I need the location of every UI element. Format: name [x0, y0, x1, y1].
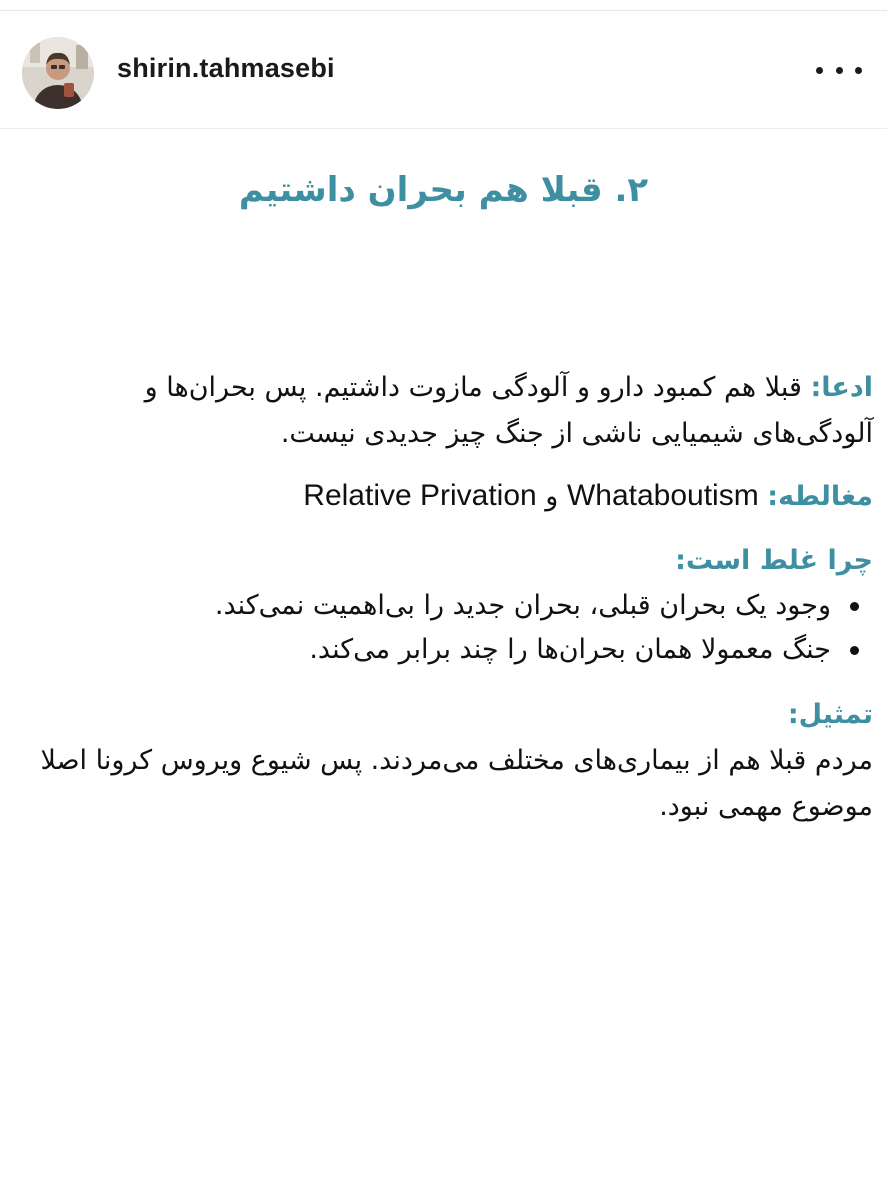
more-dot — [855, 67, 862, 74]
more-horizontal-icon[interactable] — [816, 55, 862, 85]
analogy-heading: تمثیل: — [787, 699, 873, 730]
analogy-text: مردم قبلا هم از بیماری‌های مختلف می‌مردند. پس شیوع ویروس کرونا اصلا موضوع مهمی نبود. — [40, 745, 873, 822]
avatar[interactable] — [22, 37, 94, 109]
fallacy-paragraph — [16, 473, 873, 520]
post-content — [16, 365, 873, 830]
more-dot — [836, 67, 843, 74]
why-wrong-list — [16, 584, 873, 672]
post-image — [0, 130, 887, 1200]
claim-paragraph — [16, 365, 873, 457]
fallacy-term-whataboutism: Whataboutism — [566, 479, 759, 512]
claim-text: قبلا هم کمبود دارو و آلودگی مازوت داشتیم. پس بحران‌ها و آلودگی‌های شیمیایی ناشی از جنگ چیز جدیدی نیست. — [144, 372, 873, 449]
why-wrong-heading: چرا غلط است: — [675, 545, 873, 576]
more-dot — [816, 67, 823, 74]
avatar-image — [22, 37, 94, 109]
username[interactable]: shirin.tahmasebi — [117, 53, 335, 83]
fallacy-connector: و — [536, 481, 567, 512]
claim-label: ادعا: — [810, 372, 873, 403]
post-title: ۲. قبلا هم بحران داشتیم — [238, 170, 649, 210]
post-header — [0, 11, 887, 129]
list-item: وجود یک بحران قبلی، بحران جدید را بی‌اهمیت نمی‌کند. — [16, 584, 831, 628]
list-item: جنگ معمولا همان بحران‌ها را چند برابر می‌کند. — [16, 628, 831, 672]
fallacy-term-relative-privation: Relative Privation — [303, 479, 537, 512]
fallacy-label: مغالطه: — [767, 481, 873, 512]
